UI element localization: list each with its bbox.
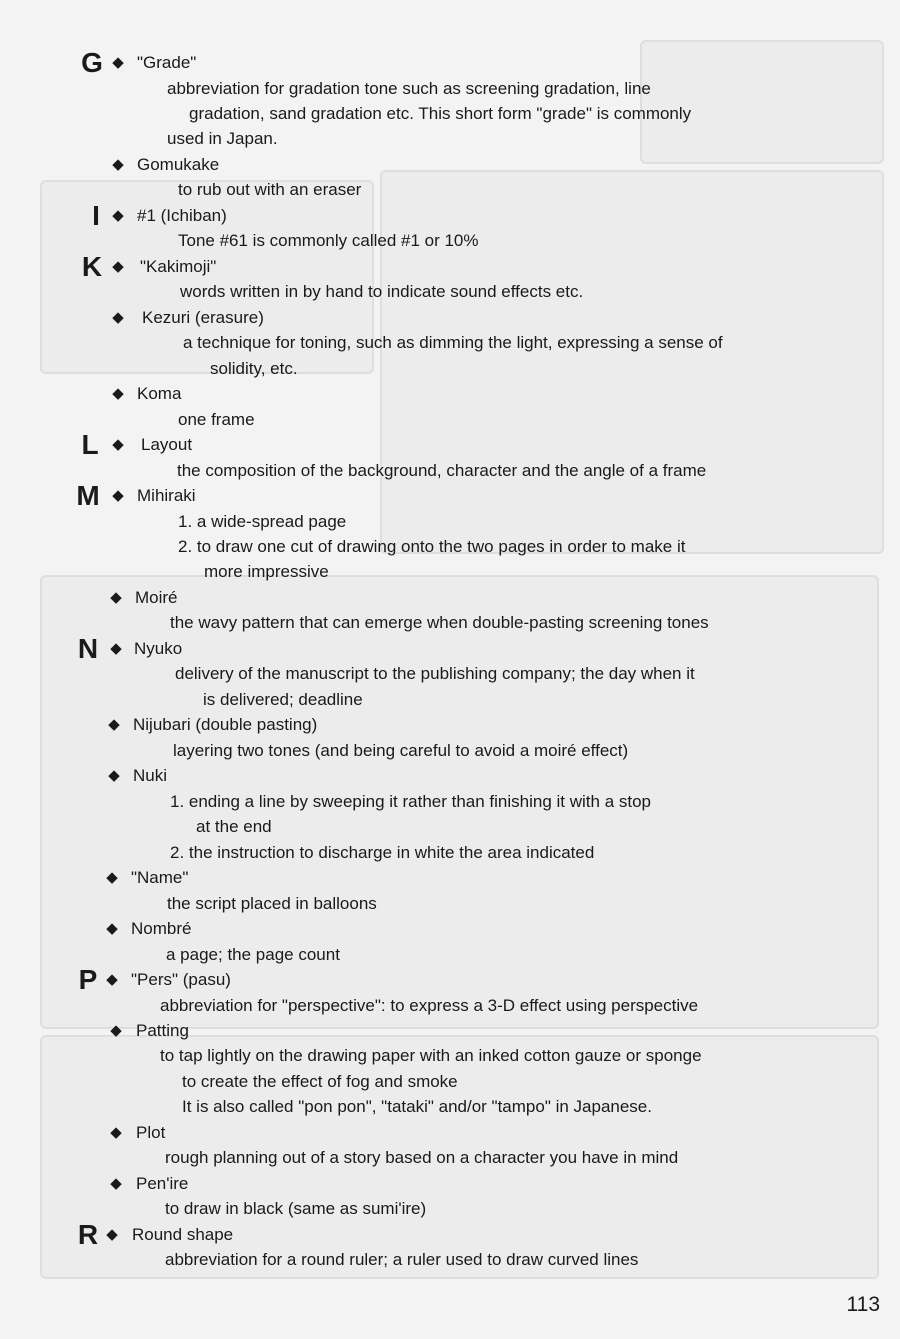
diamond-bullet-icon: ◆ xyxy=(110,1123,122,1141)
glossary-term: "Name" xyxy=(131,867,189,887)
glossary-entry xyxy=(0,429,900,483)
diamond-bullet-icon: ◆ xyxy=(112,385,124,403)
diamond-bullet-icon: ◆ xyxy=(110,1174,122,1192)
definition-line: 1. ending a line by sweeping it rather than finishing it with a stop xyxy=(170,791,652,811)
diamond-bullet-icon: ◆ xyxy=(106,919,118,937)
glossary-term: Mihiraki xyxy=(137,486,196,506)
definition-line: to rub out with an eraser xyxy=(178,180,362,200)
glossary-entry xyxy=(0,1120,900,1171)
definition-line: solidity, etc. xyxy=(210,358,298,378)
glossary-term: Nyuko xyxy=(134,638,183,658)
diamond-bullet-icon: ◆ xyxy=(112,206,124,224)
definition-line: 1. a wide-spread page xyxy=(178,511,347,531)
section-letter: M xyxy=(76,480,100,512)
glossary-entry xyxy=(0,712,900,763)
diamond-bullet-icon: ◆ xyxy=(108,767,120,785)
glossary-term: Round shape xyxy=(132,1224,234,1244)
glossary-entry xyxy=(0,1018,900,1120)
glossary-term: "Grade" xyxy=(137,53,197,72)
glossary-entry xyxy=(0,381,900,432)
section-letter: L xyxy=(81,429,99,461)
glossary-entry xyxy=(0,1171,900,1222)
glossary-term: Moiré xyxy=(135,587,178,607)
glossary-entry xyxy=(0,47,900,152)
page-number: 113 xyxy=(846,1293,880,1316)
glossary-term: Gomukake xyxy=(137,154,220,174)
diamond-bullet-icon: ◆ xyxy=(106,970,118,988)
definition-line: words written in by hand to indicate sound effects etc. xyxy=(180,282,584,302)
diamond-bullet-icon: ◆ xyxy=(112,436,124,454)
glossary-entry xyxy=(0,199,900,254)
definition-line: 2. the instruction to discharge in white the area indicated xyxy=(170,842,595,862)
diamond-bullet-icon: ◆ xyxy=(106,868,118,886)
definition-line: rough planning out of a story based on a character you have in mind xyxy=(165,1148,679,1168)
glossary-list xyxy=(0,47,900,1273)
glossary-entry xyxy=(0,152,900,203)
definition-line: Tone #61 is commonly called #1 or 10% xyxy=(178,231,479,251)
definition-line: 2. to draw one cut of drawing onto the two pages in order to make it xyxy=(178,537,686,557)
diamond-bullet-icon: ◆ xyxy=(112,54,124,71)
definition-line: to tap lightly on the drawing paper with an inked cotton gauze or sponge xyxy=(160,1046,702,1066)
definition-line: the composition of the background, character and the angle of a frame xyxy=(177,460,707,480)
definition-line: abbreviation for gradation tone such as screening gradation, line xyxy=(167,78,651,98)
glossary-entry xyxy=(0,865,900,916)
definition-line: is delivered; deadline xyxy=(203,689,363,709)
glossary-term: "Kakimoji" xyxy=(140,256,217,276)
definition-line: one frame xyxy=(178,409,255,429)
section-letter: P xyxy=(78,963,98,995)
definition-line: a page; the page count xyxy=(166,944,340,964)
definition-line: gradation, sand gradation etc. This short form "grade" is commonly xyxy=(189,103,692,123)
diamond-bullet-icon: ◆ xyxy=(106,1225,118,1243)
definition-line: the wavy pattern that can emerge when double-pasting screening tones xyxy=(170,613,709,633)
glossary-term: Koma xyxy=(137,384,182,404)
glossary-entry xyxy=(0,250,900,305)
glossary-term: "Pers" (pasu) xyxy=(131,969,231,989)
glossary-entry xyxy=(0,1218,900,1273)
glossary-term: Nombré xyxy=(131,918,192,938)
definition-line: delivery of the manuscript to the publishing company; the day when it xyxy=(175,664,695,684)
diamond-bullet-icon: ◆ xyxy=(112,257,124,275)
definition-line: to create the effect of fog and smoke xyxy=(182,1071,458,1091)
glossary-entry xyxy=(0,305,900,381)
glossary-term: Kezuri (erasure) xyxy=(142,307,264,327)
diamond-bullet-icon: ◆ xyxy=(112,487,124,505)
definition-line: abbreviation for a round ruler; a ruler used to draw curved lines xyxy=(165,1250,639,1270)
glossary-term: Pen'ire xyxy=(136,1173,189,1193)
definition-line: to draw in black (same as sumi'ire) xyxy=(165,1199,427,1219)
section-letter: I xyxy=(92,199,100,231)
definition-line: the script placed in balloons xyxy=(167,893,377,913)
definition-line: a technique for toning, such as dimming the light, expressing a sense of xyxy=(183,333,723,353)
section-letter: G xyxy=(81,47,103,78)
glossary-term: Layout xyxy=(141,435,193,455)
diamond-bullet-icon: ◆ xyxy=(108,716,120,734)
definition-line: at the end xyxy=(196,817,272,837)
glossary-entry xyxy=(0,585,900,636)
diamond-bullet-icon: ◆ xyxy=(110,1021,122,1039)
glossary-entry xyxy=(0,963,900,1018)
definition-line: abbreviation for "perspective": to express a 3-D effect using perspective xyxy=(160,995,699,1015)
diamond-bullet-icon: ◆ xyxy=(110,588,122,606)
glossary-entry xyxy=(0,916,900,967)
glossary-term: Patting xyxy=(136,1020,189,1040)
glossary-term: Nuki xyxy=(133,766,168,786)
definition-line: more impressive xyxy=(204,562,329,582)
definition-line: It is also called "pon pon", "tataki" and/or "tampo" in Japanese. xyxy=(182,1097,652,1117)
glossary-term: Plot xyxy=(136,1122,166,1142)
diamond-bullet-icon: ◆ xyxy=(112,308,124,326)
diamond-bullet-icon: ◆ xyxy=(110,639,122,657)
glossary-entry xyxy=(0,632,900,712)
glossary-term: Nijubari (double pasting) xyxy=(133,715,318,735)
diamond-bullet-icon: ◆ xyxy=(112,155,124,173)
section-letter: K xyxy=(81,250,103,282)
glossary-term: #1 (Ichiban) xyxy=(137,205,227,225)
glossary-entry xyxy=(0,763,900,865)
glossary-entry xyxy=(0,480,900,585)
definition-line: used in Japan. xyxy=(167,129,278,149)
section-letter: N xyxy=(77,632,99,664)
section-letter: R xyxy=(77,1218,99,1250)
definition-line: layering two tones (and being careful to avoid a moiré effect) xyxy=(173,740,629,760)
